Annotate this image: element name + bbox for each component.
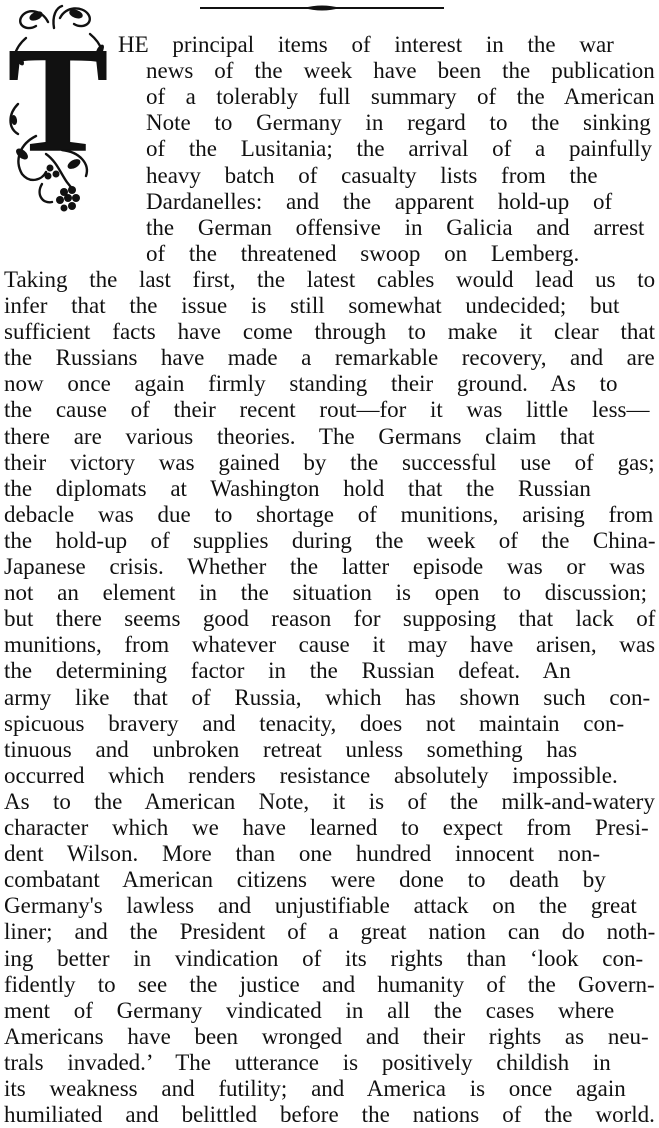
article-line: not an element in the situation is open to discussion; (4, 580, 648, 606)
article-line: fidently to see the justice and humanity of the Govern- (4, 971, 655, 997)
article-line: there are various theories. The Germans claim that (4, 423, 595, 449)
article-line: trals invaded.’ The utterance is positively childish in (4, 1049, 611, 1075)
article-line: of the threatened swoop on Lemberg. (146, 240, 580, 266)
article-line: now once again firmly standing their ground. As to (4, 371, 618, 397)
article-line: the Russians have made a remarkable recovery, and are (4, 345, 655, 371)
article-line: debacle was due to shortage of munitions, arising from (4, 501, 654, 527)
article-line: spicuous bravery and tenacity, does not maintain con- (4, 710, 625, 736)
article-line: the German offensive in Galicia and arrest (146, 214, 645, 240)
article-line: of the Lusitania; the arrival of a painfully (146, 136, 653, 162)
article-line: infer that the issue is still somewhat undecided; but (4, 293, 620, 318)
article-line: humiliated and belittled before the nations of the world. (4, 1102, 655, 1128)
article-line: Germany's lawless and unjustifiable attack on the great (4, 893, 637, 919)
article-line: ing better in vindication of its rights than ‘look con- (4, 945, 644, 971)
drop-cap-letter: T (7, 17, 109, 183)
article-line: of a tolerably full summary of the American (146, 84, 655, 110)
article-line: As to the American Note, it is of the milk-and-watery (4, 788, 655, 814)
article-line: ment of Germany vindicated in all the cases where (4, 997, 615, 1023)
article-line: character which we have learned to expect from Presi- (4, 815, 649, 840)
article-line: dent Wilson. More than one hundred innocent non- (4, 841, 601, 867)
article-line: the diplomats at Washington hold that the Russian (4, 475, 591, 501)
article-line: Taking the last first, the latest cables would lead us to (4, 266, 656, 292)
article-line: Americans have been wronged and their rights as neu- (4, 1023, 649, 1049)
article-line: heavy batch of casualty lists from the (146, 162, 598, 188)
ornamental-rule (200, 4, 444, 12)
article-line: the determining factor in the Russian defeat. An (4, 658, 571, 684)
article-line: its weakness and futility; and America is once again (4, 1076, 626, 1101)
article-line: munitions, from whatever cause it may have arisen, was (4, 632, 656, 658)
article-line: the hold-up of supplies during the week of the China- (4, 527, 656, 553)
article-line: Japanese crisis. Whether the latter episode was or was (4, 554, 646, 579)
drop-cap-initial (2, 4, 114, 216)
article-line: combatant American citizens were done to death by (4, 867, 606, 893)
article-line: occurred which renders resistance absolutely impossible. (4, 762, 618, 788)
article-line: Note to Germany in regard to the sinking (146, 110, 651, 136)
article-line: news of the week have been the publication (146, 58, 655, 84)
article-line: army like that of Russia, which has shown such con- (4, 684, 651, 710)
article-line: sufficient facts have come through to make it clear that (4, 319, 656, 345)
article-line: the cause of their recent rout—for it was little less— (4, 397, 650, 423)
article-line: Dardanelles: and the apparent hold-up of (146, 188, 613, 214)
article-line: but there seems good reason for supposing that lack of (4, 606, 656, 632)
article-line: HE principal items of interest in the war (118, 32, 614, 57)
article-line: liner; and the President of a great nation can do noth- (4, 919, 656, 945)
article-line: tinuous and unbroken retreat unless something has (4, 736, 578, 762)
article-line: their victory was gained by the successful use of gas; (4, 449, 655, 475)
